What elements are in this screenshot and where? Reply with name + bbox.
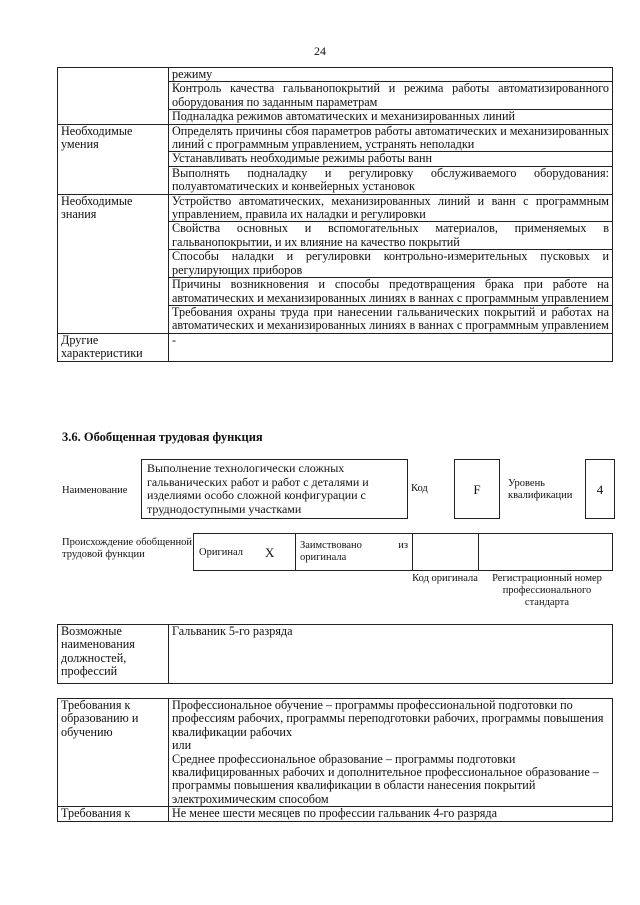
table-row	[58, 699, 613, 807]
table-cell: Подналадка режимов автоматических и механизированных линий	[169, 110, 613, 124]
experience-label: Требования к	[58, 807, 169, 821]
section-title: 3.6. Обобщенная трудовая функция	[62, 430, 263, 444]
table-cell: Контроль качества гальванопокрытий и режима работы автоматизированного оборудования по заданным параметрам	[169, 82, 613, 110]
table-cell: Причины возникновения и способы предотвращения брака при работе на автоматических и механизированных линиях в ваннах с программным управлением	[169, 278, 613, 306]
table-row	[58, 333, 613, 361]
function-name-box: Выполнение технологически сложных гальванических работ и работ с деталями и изделиями особо сложной конфигурации с труднодоступными участками	[141, 459, 408, 519]
name-label: Наименование	[62, 485, 128, 496]
code-caption: Код оригинала	[412, 573, 478, 584]
original-label: Оригинал	[199, 547, 243, 558]
table-cell: Способы наладки и регулировки контрольно-измерительных пусковых и регулирующих приборов	[169, 250, 613, 278]
row-label-skills: Необходимые умения	[58, 124, 169, 194]
experience-value: Не менее шести месяцев по профессии гальваник 4-го разряда	[169, 807, 613, 821]
table-row	[58, 625, 613, 684]
table-cell: Определять причины сбоя параметров работы автоматических и механизированных линий с программным управлением, устранять неполадки	[169, 124, 613, 152]
divider	[295, 533, 296, 571]
code-value: F	[454, 459, 500, 519]
education-line: Профессиональное обучение – программы профессиональной подготовки по профессиям рабочих, программы переподготовки рабочих, программы повышения квалификации рабочих	[172, 698, 604, 739]
positions-value: Гальваник 5-го разряда	[169, 625, 613, 684]
row-label-other: Другие характеристики	[58, 333, 169, 361]
table-cell: Требования охраны труда при нанесении гальванических покрытий и работах на автоматических и механизированных линиях в ваннах с программным управлением	[169, 305, 613, 333]
table-cell: Выполнять подналадку и регулировку обслуживаемого оборудования: полуавтоматических и конвейерных установок	[169, 166, 613, 194]
table-row	[58, 68, 613, 82]
divider	[412, 533, 413, 571]
divider	[478, 533, 479, 571]
row-label	[58, 68, 169, 125]
positions-label: Возможные наименования должностей, профессий	[58, 625, 169, 684]
table-row	[58, 807, 613, 821]
origin-label: Происхождение обобщенной трудовой функции	[62, 537, 192, 560]
row-label-knowledge: Необходимые знания	[58, 194, 169, 333]
table-cell: Устанавливать необходимые режимы работы ванн	[169, 152, 613, 166]
positions-table	[57, 624, 613, 684]
borrowed-label: Заимствовано из оригинала	[300, 540, 408, 563]
table-cell: режиму	[169, 68, 613, 82]
education-table	[57, 698, 613, 822]
page-number: 24	[314, 44, 326, 58]
level-label: Уровень квалификации	[508, 478, 573, 501]
code-label: Код	[411, 483, 428, 494]
table-cell: Свойства основных и вспомогательных материалов, применяемых в гальванопокрытии, и их влияние на качество покрытий	[169, 222, 613, 250]
education-line: Среднее профессиональное образование – программы подготовки квалифицированных рабочих и дополнительное профессиональное образование – программы повышения квалификации в области нанесения покрытий электрохимическим способом	[172, 751, 599, 806]
education-line: или	[172, 738, 192, 753]
skills-knowledge-table	[57, 67, 613, 362]
table-cell: Устройство автоматических, механизированных линий и ванн с программным управлением, правила их наладки и регулировки	[169, 194, 613, 222]
level-value: 4	[585, 459, 615, 519]
table-row	[58, 194, 613, 222]
table-cell: -	[169, 333, 613, 361]
reg-caption: Регистрационный номер профессионального стандарта	[492, 573, 602, 608]
education-value	[169, 699, 613, 807]
education-label: Требования к образованию и обучению	[58, 699, 169, 807]
original-mark: X	[265, 545, 275, 560]
table-row	[58, 124, 613, 152]
